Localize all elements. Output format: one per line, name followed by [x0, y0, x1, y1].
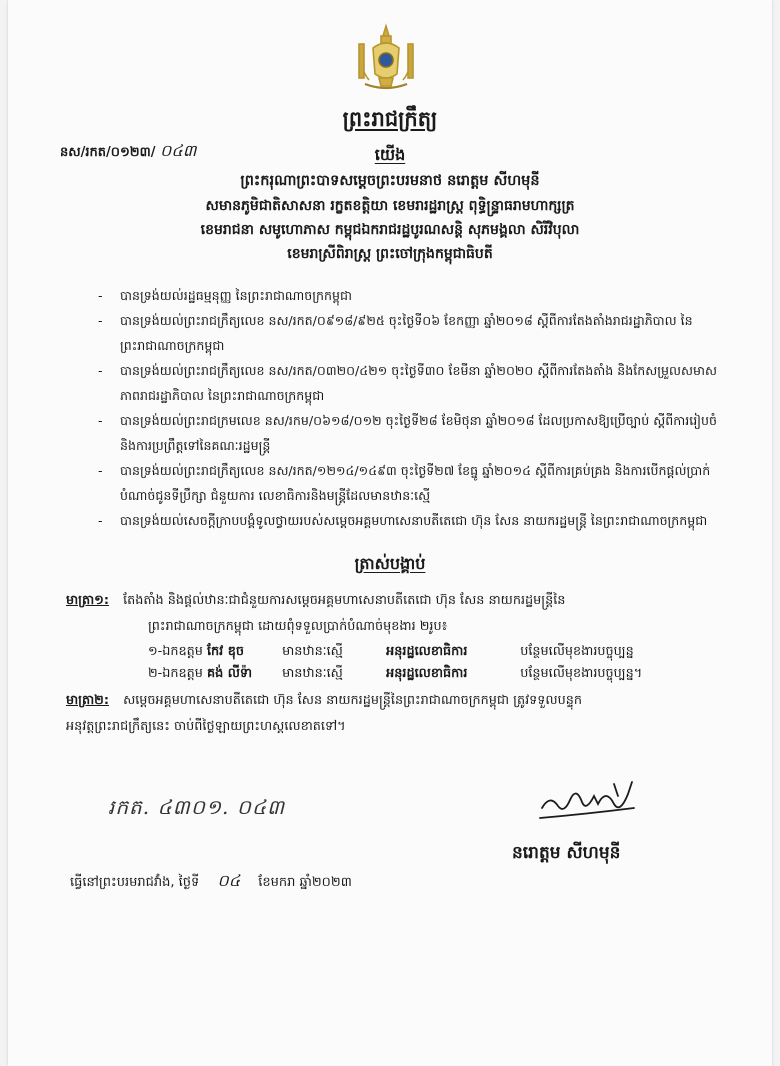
- consideration-item: - បានទ្រង់យល់ព្រះរាជក្រឹត្យលេខ នស/រកត/០៩១៨/៩២៥ ចុះថ្ងៃទី០៦ ខែកញ្ញា ឆ្នាំ២០១៨ ស្តីពីការតែងតាំងរាជរដ្ឋាភិបាល នៃព្រះរាជាណាចក្រកម្ពុជា: [120, 308, 730, 358]
- article-2-label: មាត្រា២:: [66, 693, 109, 708]
- reference-printed: នស/រកត/០១២៣/: [60, 145, 156, 160]
- member-rank: មានឋានៈស្មើ: [282, 644, 343, 659]
- member-rank: មានឋានៈស្មើ: [282, 666, 343, 681]
- member-prefix: ២-ឯកឧត្តម: [148, 666, 203, 681]
- member-suffix: បន្ថែមលើមុខងារបច្ចុប្បន្ន។: [520, 666, 643, 681]
- place-and-date: [70, 870, 352, 894]
- member-name: គង់ លីទ៉ា: [207, 666, 253, 681]
- place-date-prefix: ធ្វើនៅព្រះបរមរាជវាំង, ថ្ងៃទី: [70, 875, 200, 890]
- handwritten-reference: រកត. ៤៣០១. ០៤៣: [108, 795, 286, 819]
- member-suffix: បន្ថែមលើមុខងារបច្ចុប្បន្ន: [520, 644, 634, 659]
- member-name: កែវ ឌុច: [207, 644, 244, 659]
- member-position: អនុរដ្ឋលេខាធិការ: [386, 644, 468, 659]
- article-1: [66, 588, 736, 640]
- king-title-line-2: សមានភូមិជាតិសាសនា រក្ខតខត្តិយា ខេមរារដ្ឋរាស្ត្រ ពុទ្ធិន្ទ្រាធរាមហាក្សត្រ: [205, 198, 575, 214]
- considerations-list: [120, 283, 730, 533]
- consideration-item: - បានទ្រង់យល់ព្រះរាជក្រឹត្យលេខ នស/រកត/១២១៤/១៤៩៣ ចុះថ្ងៃទី២៧ ខែធ្នូ ឆ្នាំ២០១៤ ស្តីពីការគ្រប់គ្រង និងការបើកផ្តល់ប្រាក់បំណាច់ជូនទីប្រឹក្សា ជំនួយការ លេខាធិការនិងមន្ត្រីដែលមានឋានៈស្មើ: [120, 458, 730, 508]
- article-2: [66, 688, 736, 740]
- article-2-text-line-1: សម្តេចអគ្គមហាសេនាបតីតេជោ ហ៊ុន សែន នាយករដ្ឋមន្ត្រីនៃព្រះរាជាណាចក្រកម្ពុជា ត្រូវទទួលបន្ទុក: [123, 693, 582, 708]
- decree-title: ព្រះរាជក្រឹត្យ: [342, 107, 438, 131]
- decree-page: [8, 0, 772, 1066]
- consideration-item: - បានទ្រង់យល់ព្រះរាជក្រឹត្យលេខ នស/រកត/០៣២០/៤២១ ចុះថ្ងៃទី៣០ ខែមីនា ឆ្នាំ២០២០ ស្តីពីការតែងតាំង និងកែសម្រួលសមាសភាពរាជរដ្ឋាភិបាល នៃព្រះរាជាណាចក្រកម្ពុជា: [120, 358, 730, 408]
- place-date-day: ០៤: [217, 871, 241, 890]
- consideration-item: - បានទ្រង់យល់រដ្ឋធម្មនុញ្ញ នៃព្រះរាជាណាចក្រកម្ពុជា: [120, 283, 730, 308]
- consideration-item: - បានទ្រង់យល់ព្រះរាជក្រមលេខ នស/រកម/០៦១៨/០១២ ចុះថ្ងៃទី២៨ ខែមិថុនា ឆ្នាំ២០១៨ ដែលប្រកាសឱ្យប្រើច្បាប់ ស្តីពីការរៀបចំ និងការប្រព្រឹត្តទៅនៃគណៈរដ្ឋមន្ត្រី: [120, 408, 730, 458]
- consideration-item: - បានទ្រង់យល់សេចក្តីក្រាបបង្គំទូលថ្វាយរបស់សម្តេចអគ្គមហាសេនាបតីតេជោ ហ៊ុន សែន នាយករដ្ឋមន្ត្រី នៃព្រះរាជាណាចក្រកម្ពុជា: [120, 508, 730, 533]
- member-row: [148, 662, 748, 686]
- member-row: [148, 640, 748, 664]
- place-date-suffix: ខែមករា ឆ្នាំ២០២៣: [258, 875, 352, 890]
- royal-coat-of-arms-icon: [351, 22, 421, 94]
- article-1-label: មាត្រា១:: [66, 593, 109, 608]
- reference-handwritten: ០៤៣: [160, 141, 197, 160]
- king-title-line-4: ខេមរាស្រីពិរាស្ត្រ ព្រះចៅក្រុងកម្ពុជាធិបតី: [287, 246, 493, 262]
- decision-heading: ត្រាស់បង្គាប់: [354, 554, 426, 573]
- royal-signature-icon: [536, 774, 656, 824]
- member-prefix: ១-ឯកឧត្តម: [148, 644, 203, 659]
- yeung-heading: យើង: [374, 145, 406, 164]
- article-1-text-line-2: ព្រះរាជាណាចក្រកម្ពុជា ដោយពុំទទួលប្រាក់បំណាច់មុខងារ ២រូប៖: [148, 619, 448, 634]
- article-1-text-line-1: តែងតាំង និងផ្តល់ឋានៈជាជំនួយការសម្តេចអគ្គមហាសេនាបតីតេជោ ហ៊ុន សែន នាយករដ្ឋមន្ត្រីនៃ: [123, 593, 566, 608]
- article-2-text-line-2: អនុវត្តព្រះរាជក្រឹត្យនេះ ចាប់ពីថ្ងៃឡាយព្រះហស្តលេខាតទៅ។: [66, 719, 346, 734]
- member-position: អនុរដ្ឋលេខាធិការ: [386, 666, 468, 681]
- king-title-line-3: ខេមរាជនា សមូហោភាស កម្ពុជឯករាជរដ្ឋបូរណសន្តិ សុភមង្គលា សិរីវិបុលា: [200, 222, 580, 238]
- king-title-line-1: ព្រះករុណាព្រះបាទសម្តេចព្រះបរមនាថ នរោត្តម សីហមុនី: [240, 173, 540, 189]
- signer-name: នរោត្តម សីហមុនី: [512, 843, 621, 863]
